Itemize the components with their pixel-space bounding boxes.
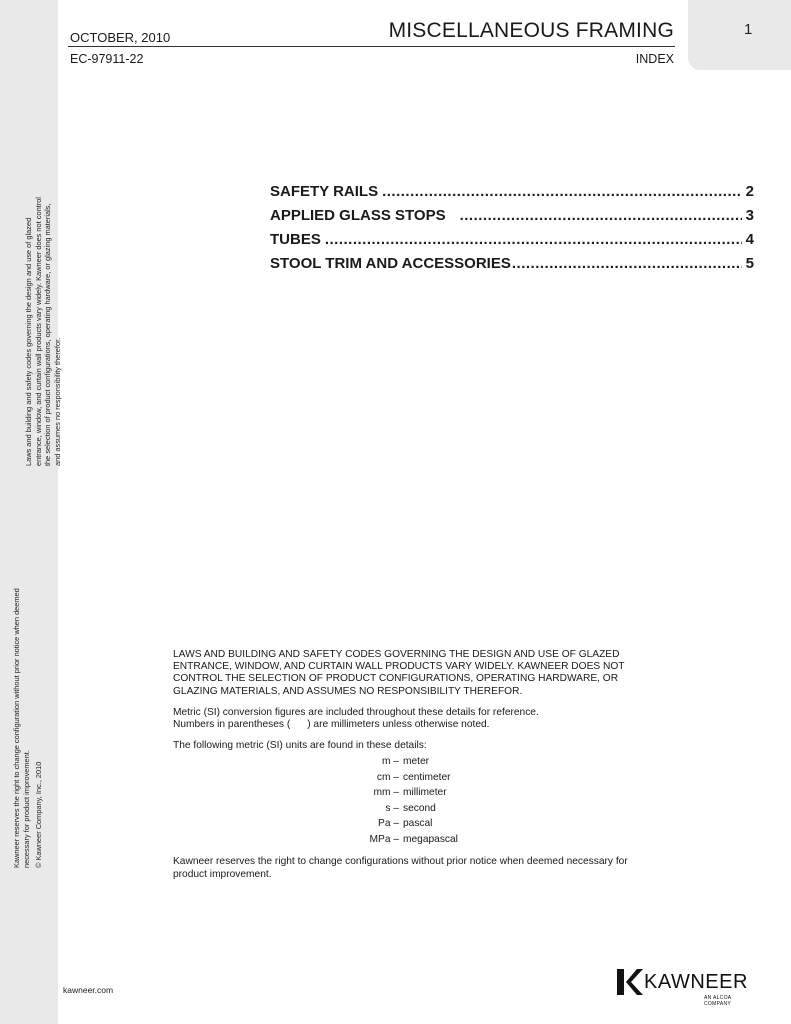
sidebar-disclaimer-line: entrance, window, and curtain wall products vary widely. Kawneer does not control	[33, 197, 43, 466]
toc-leader-dots	[325, 231, 742, 248]
disclaimer-paragraph: LAWS AND BUILDING AND SAFETY CODES GOVERNING THE DESIGN AND USE OF GLAZED ENTRANCE, WINDOW, AND CURTAIN WALL PRODUCTS VARY WIDELY. KAWNEER DOES NOT CONTROL THE SELECTION OF PRODUCT CONFIGURATIONS, OPERATING HARDWARE, OR GLAZING MATERIALS, AND ASSUMES NO RESPONSIBILITY THEREFOR.	[173, 649, 625, 697]
unit-name: centimeter	[403, 771, 451, 783]
toc-entry-label: SAFETY RAILS	[270, 183, 379, 200]
toc-entry-label: APPLIED GLASS STOPS	[270, 207, 446, 224]
toc-entry-page: 3	[745, 207, 754, 224]
unit-abbr: mm –	[373, 787, 399, 799]
toc-entry-stool-trim[interactable]	[270, 255, 754, 279]
page-tab	[688, 0, 791, 70]
unit-item	[173, 816, 643, 832]
footer-url-link[interactable]: kawneer.com	[63, 985, 114, 995]
header-divider	[68, 46, 675, 47]
document-number: EC-97911-22	[70, 52, 144, 66]
toc-leader-dots	[460, 207, 742, 224]
table-of-contents	[270, 183, 754, 279]
sidebar-disclaimer-line: the selection of product configurations, operating hardware, or glazing materials,	[43, 203, 53, 466]
unit-name: pascal	[403, 818, 433, 830]
unit-name: megapascal	[403, 833, 458, 845]
page-number: 1	[744, 21, 753, 38]
toc-entry-safety-rails[interactable]	[270, 183, 754, 207]
toc-entry-label: STOOL TRIM AND ACCESSORIES	[270, 255, 511, 272]
toc-entry-tubes[interactable]	[270, 231, 754, 255]
section-label: INDEX	[635, 52, 674, 66]
unit-item	[173, 754, 643, 770]
sidebar	[0, 0, 58, 1024]
unit-abbr: Pa –	[378, 818, 399, 830]
sidebar-copyright-line: necessary for product improvement.	[21, 750, 31, 868]
toc-leader-dots	[512, 255, 742, 272]
sidebar-disclaimer	[24, 197, 62, 466]
unit-name: meter	[403, 756, 430, 768]
sidebar-copyright-line: Kawneer reserves the right to change configuration without prior notice when deemed	[12, 588, 21, 868]
toc-entry-page: 4	[745, 231, 754, 248]
logo-tagline: AN ALCOA COMPANY	[704, 995, 732, 1007]
unit-abbr: m –	[382, 756, 399, 768]
metric-note-line: Metric (SI) conversion figures are included throughout these details for reference.	[173, 706, 539, 718]
kawneer-logo	[617, 969, 757, 1007]
unit-item	[173, 770, 643, 786]
unit-name: second	[403, 802, 436, 814]
units-list	[173, 754, 643, 847]
unit-item	[173, 785, 643, 801]
toc-entry-applied-glass-stops[interactable]	[270, 207, 754, 231]
unit-name: millimeter	[403, 787, 447, 799]
toc-entry-label: TUBES	[270, 231, 321, 248]
unit-abbr: cm –	[376, 771, 399, 783]
sidebar-copyright-line: © Kawneer Company, Inc., 2010	[34, 761, 44, 868]
logo-wordmark: KAWNEER	[644, 971, 748, 993]
toc-entry-page: 5	[745, 255, 754, 272]
unit-abbr: MPa –	[369, 833, 399, 845]
unit-item	[173, 832, 643, 848]
reserve-paragraph: Kawneer reserves the right to change configurations without prior notice when deemed necessary for product improvement.	[173, 856, 628, 880]
sidebar-copyright	[12, 588, 44, 868]
units-intro: The following metric (SI) units are found in these details:	[173, 740, 427, 752]
sidebar-disclaimer-line: and assumes no responsibility therefor.	[52, 337, 62, 466]
toc-entry-page: 2	[745, 183, 754, 200]
header-date: OCTOBER, 2010	[70, 30, 171, 45]
page-title: MISCELLANEOUS FRAMING	[388, 19, 674, 42]
unit-item	[173, 801, 643, 817]
notes-block	[173, 649, 643, 881]
kawneer-k-icon	[617, 969, 643, 995]
metric-note-line: Numbers in parentheses ( ) are millimeters unless otherwise noted.	[173, 719, 490, 731]
sidebar-disclaimer-line: Laws and building and safety codes governing the design and use of glazed	[24, 217, 33, 466]
unit-abbr: s –	[385, 802, 399, 814]
toc-leader-dots	[382, 183, 742, 200]
